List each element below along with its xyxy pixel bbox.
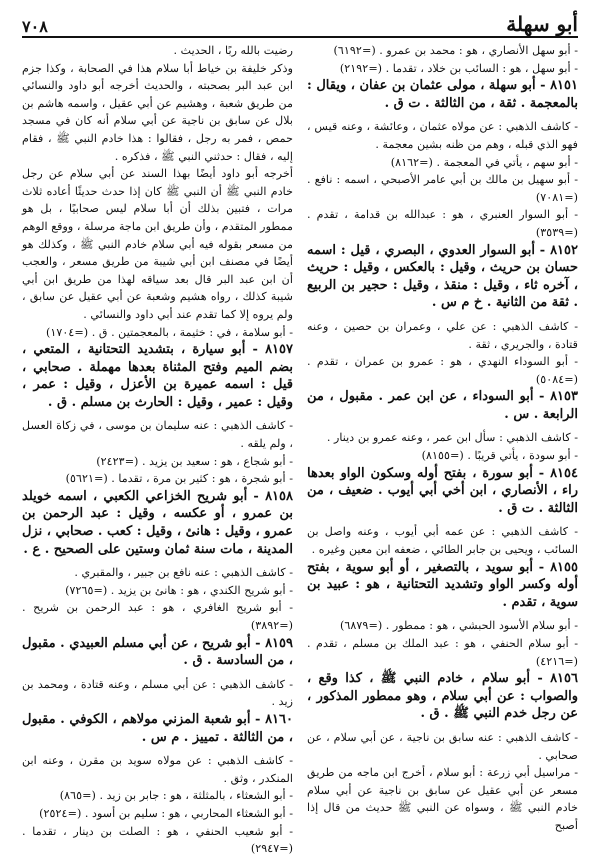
entry-text: - أبو سهل ، هو : السائب بن خلاد ، تقدما . (=٢١٩٢)	[339, 61, 578, 75]
entry-heading: ٨١٥٩ - أبو شريح ، عن أبي مسلم العبيدي . مقبول ، من السادسة . ق .	[22, 635, 293, 669]
entry-text: - أبو سلام الأسود الحبشي ، هو : ممطور . (=٦٨٧٩)	[340, 619, 578, 633]
entry-text: - كاشف الذهبي : عنه سابق بن ناجية ، عن أبي سلام ، عن صحابي .	[307, 730, 578, 762]
entry-heading: ٨١٥٦ - أبو سلام ، خادم النبي ﷺ ، كذا وقع ، والصواب : عن أبي سلام ، وهو ممطور المذكور ، عن رجل خدم النبي ﷺ . ق .	[307, 671, 578, 722]
entry-heading: ٨١٥٥ - أبو سويد ، بالتصغير ، أو أبو سوية ، بفتح أوله وكسر الواو وتشديد التحتانية ، هو : عبيد بن سوية ، تقدم .	[307, 559, 578, 610]
entry-text: - كاشف الذهبي : سأل ابن عمر ، وعنه عمرو بن دينار .	[326, 431, 578, 445]
entry-text: - أبو سهم ، يأتي في المعجمة . (=٨١٦٢)	[390, 155, 578, 169]
entry-text: - أبو سلامة ، في : خثيمة ، بالمعجمتين . ق . (=١٧٠٤)	[46, 325, 293, 339]
entry-text: أخرجه أبو داود أيضًا بهذا السند عن أبي سلام عن رجل خادم النبي ﷺ أن النبي ﷺ كان إذا حدث حديثًا أعاده ثلاث مرات ، فتبين بذلك أن أبا سلام ليس صحابيًا ، بل هو ممطور المتقدم ، وأن طريق ابن ماجة مرسلة ، ووقع الوهم من مسعر بقوله فيه أبي سلام خادم النبي ﷺ ، وكذلك هو أيضًا في مصنف ابن أبي شيبة من طريق مسعر ، والعجب أن ابن عبد البر قال بعد سياقه لهذا من طريق ابن أبي شيبة كذلك ، رواه هشيم وشعبة عن أبي عقيل عن سابق ، ولم يروه إلا كما تقدم عند أبي داود والنسائي .	[22, 167, 293, 321]
left-column	[22, 42, 293, 856]
entry-text: - أبو شجاع ، هو : سعيد بن يزيد . (=٢٤٢٣)	[96, 454, 293, 468]
entry-text: - كاشف الذهبي : عن مولاه سويد بن مقرن ، وعنه ابن المنكدر ، وثق .	[22, 754, 293, 785]
entry-text: - أبو الشعثاء المحاربي ، هو : سليم بن أسود . (=٢٥٢٤)	[39, 806, 293, 820]
text-columns	[22, 42, 578, 856]
page-number: ٧٠٨	[22, 17, 48, 36]
entry-text: - كاشف الذهبي : عن مولاه عثمان ، وعائشة ، وعنه قيس ، فهو الذي قبله ، وهم من ظنه بشين معجمة .	[307, 120, 578, 151]
entry-heading: ٨١٥١ - أبو سهلة ، مولى عثمان بن عفان ، ويقال : بالمعجمة . ثقة ، من الثالثة . ت ق .	[307, 78, 578, 111]
entry-heading: ٨١٥٢ - أبو السوار العدوي ، البصري ، قيل : اسمه حسان بن حريث ، وقيل : بالعكس ، وقيل : حريث ، آخره ثاء ، وقيل : منقذ ، وقيل : حجير بن الربيع . ثقة من الثانية . خ م س .	[307, 242, 578, 311]
entry-heading: ٨١٥٤ - أبو سورة ، بفتح أوله وسكون الواو بعدها راء ، الأنصاري ، ابن أخي أبي أيوب . ضعيف ، من الثالثة . ت ق .	[307, 465, 578, 516]
entry-text: - أبو السوار العنبري ، هو : عبدالله بن قدامة ، تقدم . (=٣٥٣٩)	[307, 208, 578, 239]
entry-heading: ٨١٦٠ - أبو شعبة المزني مولاهم ، الكوفي . مقبول ، من الثالثة . تمييز . م س .	[22, 711, 293, 745]
entry-text: رضيت بالله ربًا ، الحديث .	[173, 44, 293, 57]
entry-text: وذكر خليفة بن خياط أبا سلام هذا في الصحابة ، وكذا جزم ابن عبد البر بصحبته ، والحديث أخرجه أبو داود والنسائي من طريق شعبة ، وهشيم عن أبي عقيل ، واسمه هاشم بن بلال عن سابق بن ناجية عن أبي سلام أنه كان في مسجد حمص ، فمر به رجل ، فقالوا : هذا خادم النبي ﷺ ، فقام إليه ، فقال : حدثني النبي ﷺ ، فذكره .	[22, 61, 293, 163]
entry-heading: ٨١٥٣ - أبو السوداء ، عن ابن عمر . مقبول ، من الرابعة . س .	[307, 389, 578, 422]
page-header	[22, 8, 578, 38]
entry-text: - كاشف الذهبي : عنه نافع بن جبير ، والمقبري .	[74, 566, 293, 580]
entry-heading: ٨١٥٧ - أبو سيارة ، بتشديد التحتانية ، المتعي ، بضم الميم وفتح المثناة بعدها مهملة . صحابي ، قيل : اسمه عميرة بن الأعزل ، وقيل : عمر ، وقيل : عمير ، وقيل : الحارث بن مسلم . ق .	[22, 342, 293, 410]
entry-text: - أبو شريح الغافري ، هو : عبد الرحمن بن شريح . (=٣٨٩٢)	[22, 601, 293, 632]
entry-text: - أبو شعيب الحنفي ، هو : الصلت بن دينار ، تقدما . (=٢٩٤٧)	[22, 824, 293, 856]
entry-text: - كاشف الذهبي : عنه سليمان بن موسى ، في زكاة العسل ، ولم يلقه .	[22, 419, 293, 451]
right-column	[307, 42, 578, 847]
entry-text: - كاشف الذهبي : عن أبي مسلم ، وعنه قتادة ، ومحمد بن زيد .	[22, 677, 293, 709]
entry-heading: ٨١٥٨ - أبو شريح الخزاعي الكعبي ، اسمه خويلد بن عمرو ، أو عكسه ، وقيل : عبد الرحمن بن عمرو ، وقيل : هانئ ، وقيل : كعب . صحابي ، نزل المدينة ، مات سنة ثمان وستين على الصحيح . ع .	[22, 488, 293, 557]
entry-text: - أبو سهل الأنصاري ، هو : محمد بن عمرو . (=٦١٩٢)	[333, 44, 578, 57]
entry-text: - أبو سهيل بن مالك بن أبي عامر الأصبحي ، اسمه : نافع . (=٧٠٨١)	[307, 173, 578, 204]
entry-text: - أبو سلام الحنفي ، هو : عبد الملك بن مسلم ، تقدم . (=٤٢١٦)	[307, 637, 578, 668]
entry-text: - أبو السوداء النهدي ، هو : عمرو بن عمران ، تقدم . (=٥٠٨٤)	[307, 355, 578, 386]
entry-text: - كاشف الذهبي : عن عمه أبي أيوب ، وعنه واصل بن السائب ، ويحيى بن جابر الطائي ، ضعفه ابن معين وغيره .	[307, 525, 578, 557]
entry-text: - أبو الشعثاء ، بالمثلثة ، هو : جابر بن زيد . (=٨٦٥)	[59, 789, 293, 803]
entry-text: - أبو سودة ، يأتي قريبًا . (=٨١٥٥)	[421, 449, 578, 463]
entry-text: - أبو شجرة ، هو : كثير بن مرة ، تقدما . (=٥٦٢١)	[65, 472, 293, 486]
running-title: أبو سهلة	[506, 12, 578, 36]
entry-text: - كاشف الذهبي : عن علي ، وعمران بن حصين ، وعنه قتادة ، والجريري ، ثقة .	[307, 319, 578, 351]
entry-text: - مراسيل أبي زرعة : أبو سلام ، أخرج ابن ماجه من طريق مسعر عن أبي عقيل عن سابق بن ناجية عن أبي سلام خادم النبي ﷺ ، وسواه عن النبي ﷺ حديث من قال إذا أصبح	[307, 766, 578, 832]
entry-text: - أبو شريح الكندي ، هو : هانئ بن يزيد . (=٧٢٦٥)	[65, 583, 293, 597]
